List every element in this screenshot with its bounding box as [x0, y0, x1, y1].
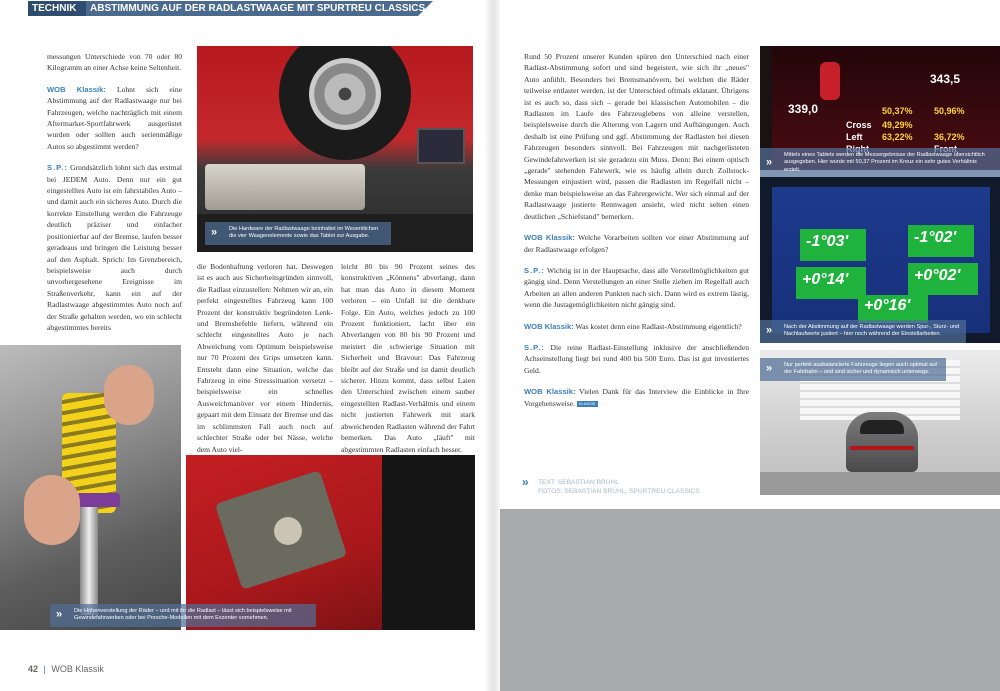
question-label: WOB Klassik: [524, 233, 576, 243]
alignment-value: -1°03' [806, 233, 849, 250]
tablet-value: 339,0 [788, 102, 819, 116]
credits-text: TEXT: SEBASTIAN BRÜHL [538, 479, 619, 486]
section-label: TECHNIK [32, 3, 77, 14]
car-taillight [850, 446, 914, 450]
caption-tablet [760, 148, 1000, 178]
chevron-right-icon: » [522, 475, 529, 489]
tablet-value: 50,37% [882, 106, 913, 116]
page-number: 42 [28, 664, 39, 674]
chevron-right-icon: » [211, 226, 218, 239]
floor [760, 472, 1000, 495]
tablet-label: Cross [846, 120, 872, 130]
question-text: Lohnt sich eine Abstimmung auf der Radlastwaage nur bei Fahrzeugen, welche nachträglich mit einem Aftermarket-Sportfahrwerk ausgerüstet wurden oder sollten auch serienmäßige Autos so abgestimmt werden? [47, 84, 182, 151]
header-bar [0, 0, 470, 18]
answer-text: Wichtig ist in der Hauptsache, dass alle Verstellmöglichkeiten gut gängig sind. Denn Verstellungen an einer Stelle ziehen im Regelfall auch Arbeiten an allen anderen Punkten nach sich. Dann wird es extrem lästig, wenn die Justagemöglichkeiten nicht gängig sind. [524, 265, 749, 310]
question-2 [524, 232, 749, 255]
caption-shock [50, 604, 316, 627]
alignment-value: -1°02' [914, 229, 957, 246]
answer-label: S.P.: [524, 265, 545, 275]
hand [104, 365, 154, 425]
caption-alignment [760, 320, 966, 343]
caption-scale [205, 222, 391, 245]
alignment-value: +0°14' [802, 271, 849, 288]
question-label: WOB Klassik: [47, 84, 106, 94]
chevron-right-icon: » [766, 156, 773, 169]
caption-text: Die Hardware der Radlastwaage beinhaltet im Wesentlichen die vier Waagenelemente sowie das Tablet zur Ausgabe. [229, 226, 379, 240]
tablet-value: 49,29% [882, 120, 913, 130]
question-3 [524, 321, 749, 332]
tablet-device [417, 128, 465, 164]
car-rear-window [860, 420, 904, 434]
question-text: Vielen Dank für das Interview die Einblicke in Ihre Vorgehensweise. [524, 387, 750, 408]
chevron-right-icon: » [766, 362, 773, 375]
question-label: WOB Klassik: [524, 321, 574, 331]
chevron-right-icon: » [56, 608, 63, 621]
caption-text: Nur perfekt ausbalancierte Fahrzeuge liegen auch optimal auf der Fahrbahn – und sind sicher und dynamisch unterwegs. [784, 362, 937, 376]
tablet-value: 36,72% [934, 132, 965, 142]
shock-body [80, 505, 98, 615]
answer-text: Die reine Radlast-Einstellung inklusive der anschließenden Achseinstellung liegt bei rund 400 bis 500 Euro. Das ist gut investiertes Geld. [524, 342, 749, 375]
right-column [524, 51, 749, 421]
credits [522, 475, 749, 496]
end-logo: KLASSIK [578, 400, 596, 406]
eccentric-bolt [274, 517, 302, 545]
answer-text: Grundsätzlich lohnt sich das erstmal bei JEDEM Auto. Denn nur ein gut eingestelltes Auto ist ein fahrstabiles Auto – und damit auch ein sicheres Auto. Durch die korrekte Einstellung werden die Fahrzeuge deutlich präziser und einfacher positionierbar auf der Bremse, laufen besser geradeaus und bringen die Leistung besser auf den Asphalt. Sprich: Im Grenzbereich, beispielsweise auch durch unvorhergesehene Ereignisse im Straßenverkehr, kann ein auf der Radlastwaage abgestimmtes Auto noch auf der Straße gehalten werden, wo ein schlecht abgestimmtes bereits [47, 163, 182, 332]
gutter-shadow [484, 0, 500, 691]
tablet-value: 63,22% [882, 132, 913, 142]
paragraph: leicht 80 bis 90 Prozent seines des konstruktiven „Könnens" abverlangt, dann hat man das Auto in diesem Moment verloren – ein Unfall ist die denkbare Folge. Ein Auto, welches jedoch zu 100 Prozent funktioniert, lacht über ein Abverlangen von 80 bis 90 Prozent und meistert die schwierige Situation mit Sicherheit und Bravour: Das Fahrzeug bleibt auf der Straße und ist damit deutlich sicherer. Hinzu kommt, dass selbst Laien den Unterschied zwischen einem sauber eingestellten Radlast-Verhältnis und einem nicht justierten Fahrwerk mit stark abweichenden Radlasten während der Fahrt bemerken. Das Auto „läuft" mit abgestimmten Radlasten einfach besser. [341, 262, 475, 454]
question-4 [524, 386, 749, 409]
photo-alignment-screen [760, 177, 1000, 343]
tablet-label: Left [846, 132, 863, 142]
question-text: Welche Vorarbeiten sollten vor einer Abstimmung auf der Radlastwaage erfolgen? [524, 233, 750, 254]
left-column-1 [47, 51, 182, 343]
hand [24, 475, 80, 545]
scale-plate [205, 164, 365, 210]
credits-photos: FOTOS: SEBASTIAN BRÜHL, SPURTREU CLASSICS [538, 488, 700, 495]
left-column-2 [197, 261, 333, 465]
answer-2 [524, 265, 749, 311]
rim [309, 58, 381, 130]
answer-3 [524, 342, 749, 376]
tire [382, 455, 475, 630]
header-title: ABSTIMMUNG AUF DER RADLASTWAAGE MIT SPURTREU CLASSICS [90, 3, 426, 14]
footer-separator: | [43, 664, 46, 674]
chevron-right-icon: » [766, 324, 773, 337]
footer-magazine: WOB Klassik [51, 664, 104, 674]
question-label: WOB Klassik: [524, 387, 576, 397]
question-1 [47, 84, 182, 152]
answer-label: S.P.: [47, 163, 68, 173]
car-top-view-icon [820, 62, 840, 100]
paragraph: Rund 50 Prozent unserer Kunden spüren den Unterschied nach einer Radlast-Abstimmung sofort und sind begeistert, wie sich ihr „neues" Auto anfühlt. Besonders bei Bremsmanövern, bei welchen die Räder teilweise entlastet werden, ist der Unterschied oftmals eklatant. Übrigens ist es auch so, dass sich – gerade bei klassischen Automobilen – die Radlasten im Laufe des Fahrzeuglebens von alleine verstellen, beispielsweise durch die Alterung von Lagern und Aufhängungen. Auch deshalb ist eine Prüfung und ggf. Abstimmung der Radlasten bei diesen Fahrzeugen besonders sinnvoll. Bei Fahrzeugen mit nachgerüsteten Gewindefahrwerken ist sie geradezu ein Muss. Denn: Bei einem optisch „gerade" stehenden Fahrwerk, wie es häufig allein durch Zollstock-Messungen einjustiert wird, passen die Radlasten im Regelfall nicht – denke man beispielsweise an das Fahrergewicht. Wer sich einmal auf der Radlastwaage justierte Rennwagen ansieht, wird nicht selten einen deutlichen „Schiefstand" bemerken. [524, 52, 749, 221]
paragraph: die Bodenhaftung verloren hat. Deswegen ist es auch aus Sicherheitsgründen sinnvoll, die Radlast einzustellen: Nehmen wir an, ein perfekt eingestelltes Fahrzeug kann 100 Prozent der konstruktiv begründeten Lenk- und Bremsbefehle liefern, während ein schlecht eingestelltes Auto je nach Abweichung vom Optimum beispielsweise nur 70 Prozent des Grips umsetzen kann. Entsteht dann eine Situation, welche das Fahrzeug in eine Stresssituation versetzt – beispielsweise ein schnelles Ausweichmanöver vor einem Hindernis, gepaart mit dem Einsatz der Bremse und das im schlimmsten Fall auch noch auf schlechter Straße oder bei Nässe, welche dem Auto viel- [197, 262, 334, 454]
left-column-3 [341, 261, 475, 465]
gray-panel [500, 509, 1000, 691]
answer-label: S.P.: [524, 342, 545, 352]
caption-car [760, 358, 946, 381]
caption-text: Mittels eines Tablets werden die Messergebnisse der Radlastwaage übersichtlich ausgegeben. Hier wurde mit 50,37 Prozent im Kreuz ein sehr gutes Verhältnis erzielt. [784, 152, 985, 173]
paragraph: messungen Unterschiede von 70 oder 80 Kilogramm an einer Achse keine Seltenheit. [47, 52, 182, 73]
alignment-value: +0°16' [864, 297, 911, 314]
question-text: Was kostet denn eine Radlast-Abstimmung eigentlich? [573, 321, 742, 331]
tablet-value: 50,96% [934, 106, 965, 116]
footer [28, 664, 104, 674]
tablet-value: 343,5 [930, 72, 961, 86]
photo-shock-absorber [0, 345, 181, 630]
caption-text: Die Höhenverstellung der Räder – und mit ihr die Radlast – lässt sich beispielsweise mit Gewindefahrwerken oder bei Porsche-Modellen mit dem Exzenter vornehmen. [74, 608, 292, 622]
answer-1 [47, 162, 182, 333]
caption-text: Nach der Abstimmung auf der Radlastwaage werden Spur-, Sturz- und Nachlaufwerte justiert – hier noch während der Einstellarbeiten. [784, 324, 960, 338]
alignment-value: +0°02' [914, 267, 961, 284]
